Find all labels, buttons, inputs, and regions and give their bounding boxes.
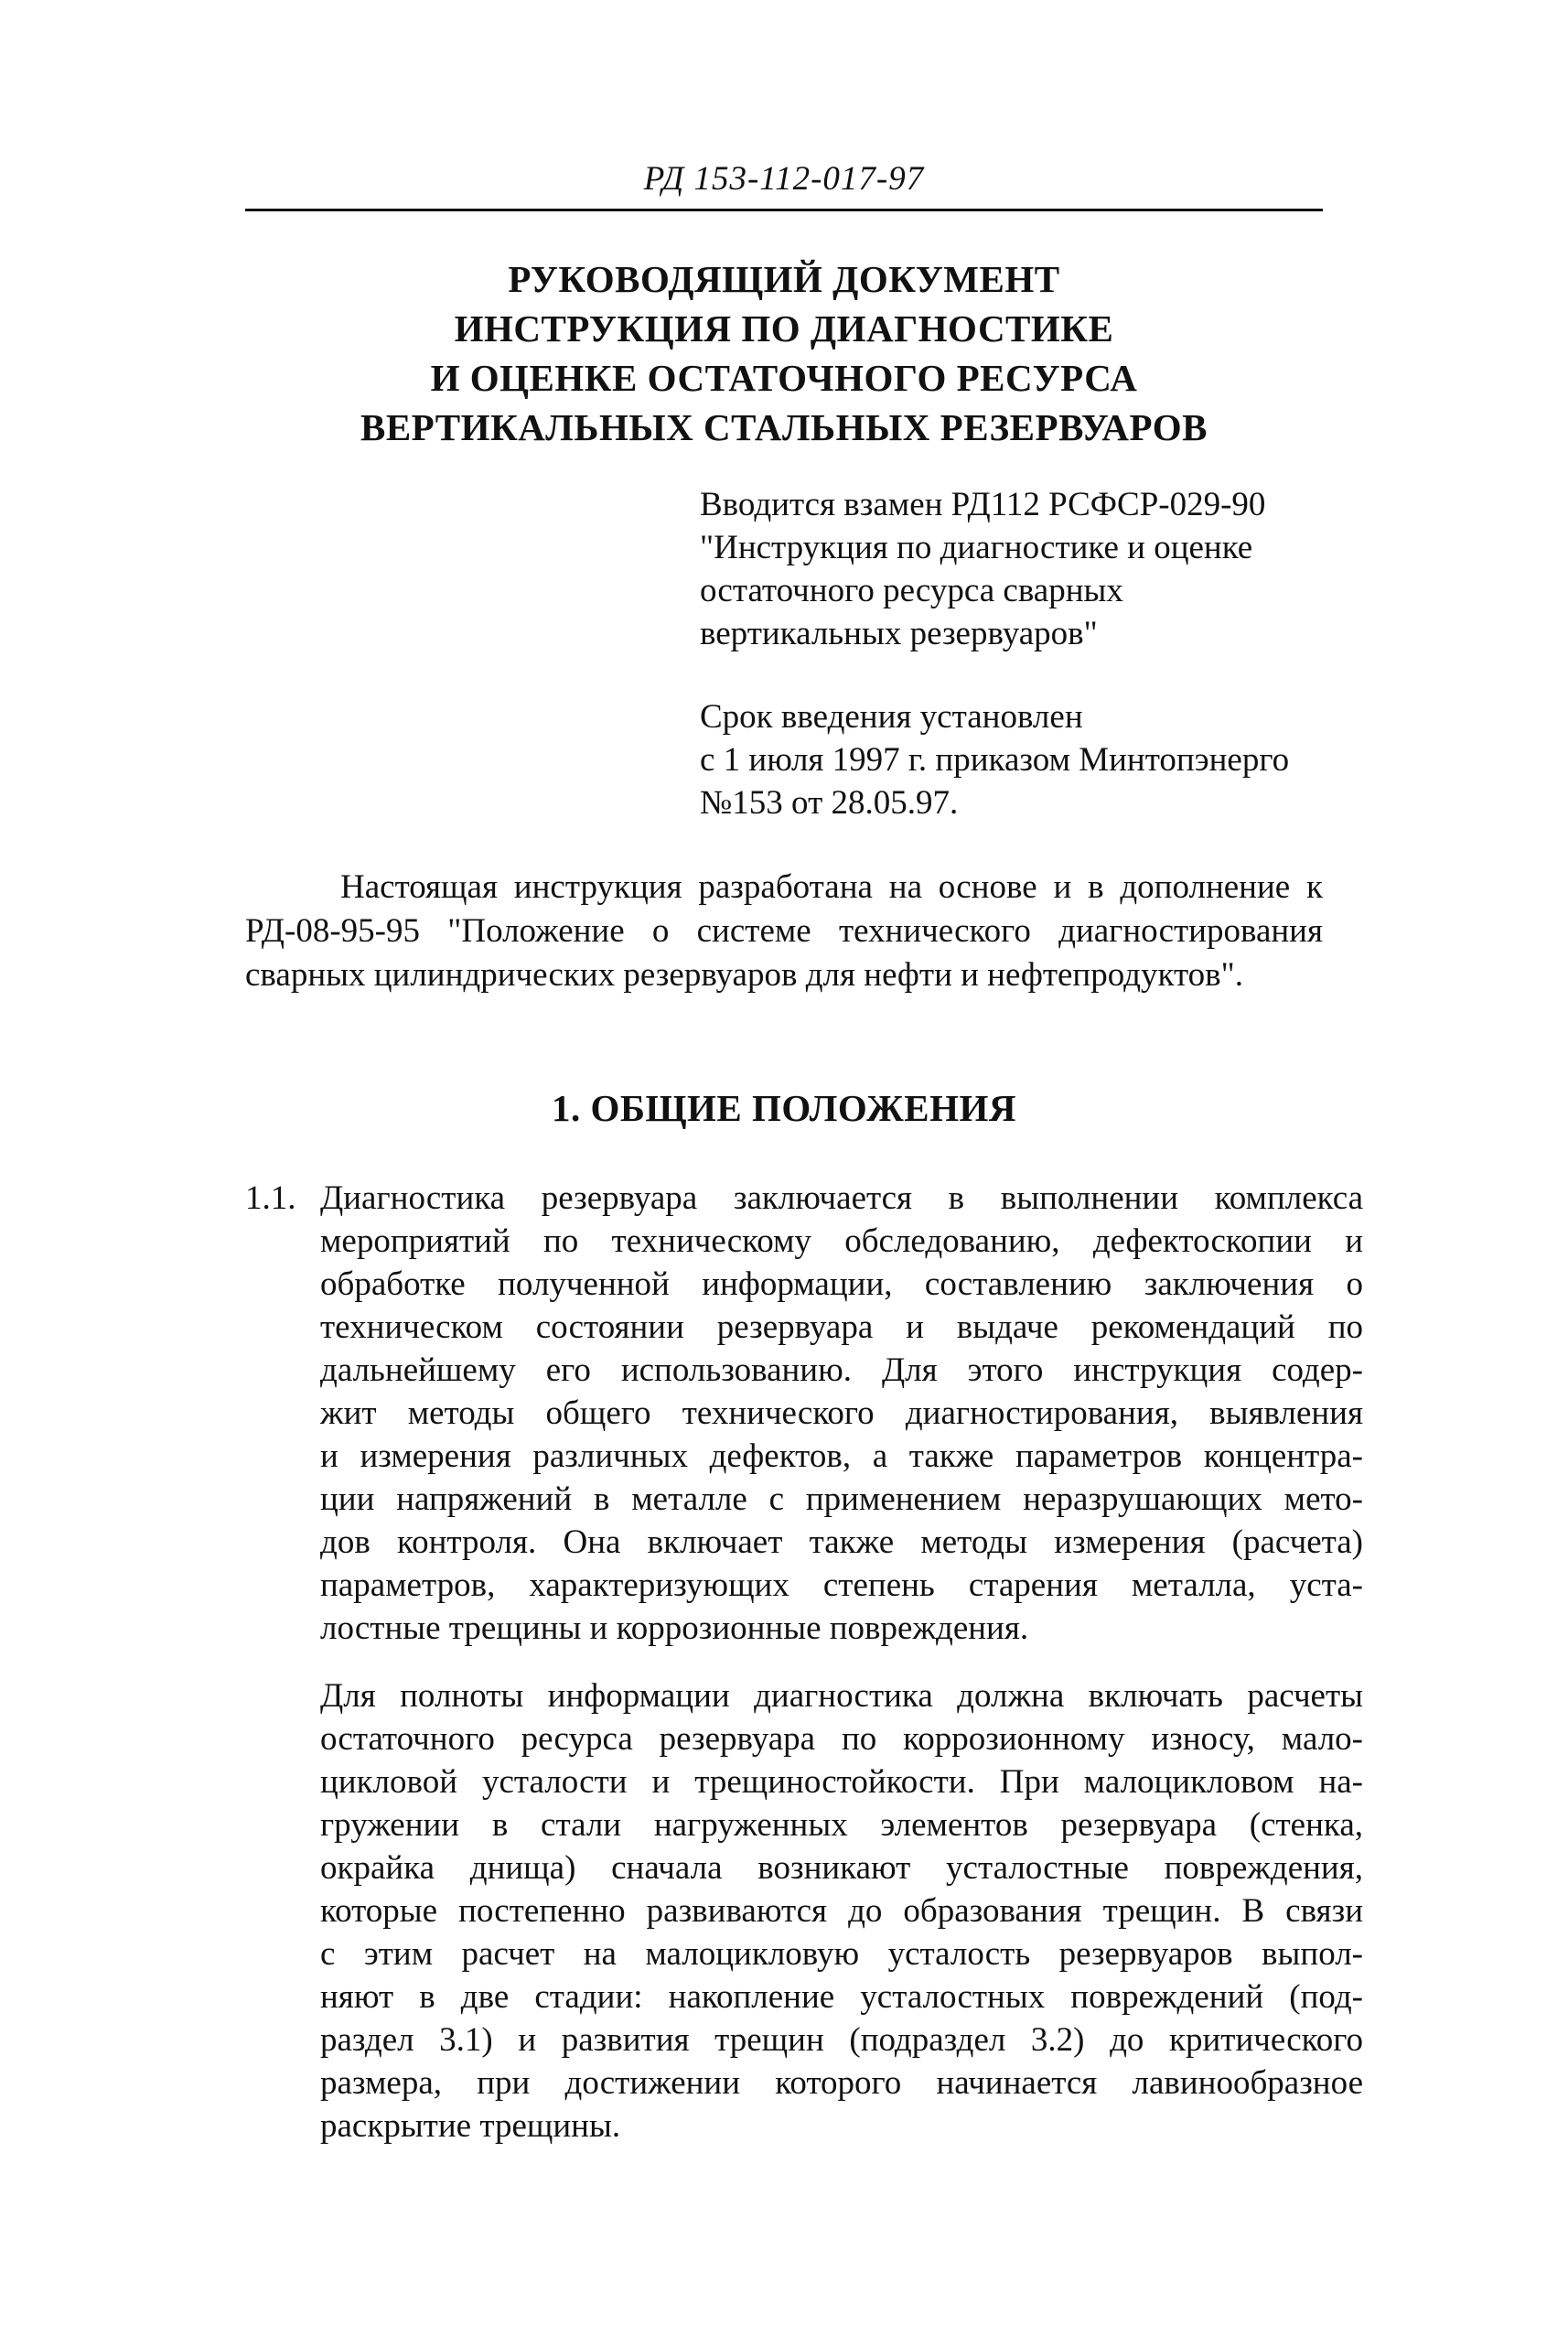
paragraph-line: обработке полученной информации, составлению заключения о — [320, 1265, 1363, 1303]
paragraph-line: раскрытие трещины. — [320, 2107, 621, 2145]
effective-date-line: с 1 июля 1997 г. приказом Минтопэнерго — [700, 741, 1290, 779]
paragraph-line: ции напряжений в металле с применением неразрушающих мето- — [320, 1480, 1363, 1518]
paragraph-line: остаточного ресурса резервуара по коррозионному износу, мало- — [320, 1720, 1363, 1758]
paragraph-line: раздел 3.1) и развития трещин (подраздел 3.2) до критического — [320, 2021, 1363, 2059]
paragraph-line: дов контроля. Она включает также методы измерения (расчета) — [320, 1523, 1363, 1561]
title-line: РУКОВОДЯЩИЙ ДОКУМЕНТ — [508, 258, 1060, 300]
paragraph-number: 1.1. — [245, 1179, 296, 1217]
intro-line: РД-08-95-95 "Положение о системе технического диагностирования — [245, 912, 1323, 950]
replacement-note-line: остаточного ресурса сварных — [700, 572, 1123, 609]
replacement-note — [700, 483, 1359, 655]
paragraph-line: с этим расчет на малоцикловую усталость резервуаров выпол- — [320, 1935, 1363, 1973]
section-heading: 1. ОБЩИЕ ПОЛОЖЕНИЯ — [552, 1087, 1016, 1129]
intro-paragraph — [245, 866, 1323, 997]
paragraph-line: гружении в стали нагруженных элементов резервуара (стенка, — [320, 1806, 1363, 1844]
effective-date-line: №153 от 28.05.97. — [700, 784, 959, 822]
paragraph-line: дальнейшему его использованию. Для этого инструкция содер- — [320, 1351, 1363, 1389]
paragraph-line: лостные трещины и коррозионные повреждения. — [320, 1609, 1029, 1647]
title-line: ВЕРТИКАЛЬНЫХ СТАЛЬНЫХ РЕЗЕРВУАРОВ — [360, 406, 1208, 448]
paragraph-line: няют в две стадии: накопление усталостных повреждений (под- — [320, 1978, 1363, 2016]
paragraph-2 — [320, 1674, 1363, 2147]
paragraph-line: техническом состоянии резервуара и выдаче рекомендаций по — [320, 1308, 1363, 1346]
page-header — [245, 157, 1323, 211]
document-code: РД 153-112-017-97 — [643, 160, 925, 198]
paragraph-line: и измерения различных дефектов, а также параметров концентра- — [320, 1437, 1363, 1475]
paragraph-line: которые постепенно развиваются до образования трещин. В связи — [320, 1892, 1363, 1930]
replacement-note-line: Вводится взамен РД112 РСФСР-029-90 — [700, 486, 1266, 523]
effective-date-line: Срок введения установлен — [700, 698, 1083, 736]
intro-line: Настоящая инструкция разработана на основе и в дополнение к — [340, 868, 1323, 906]
paragraph-line: Для полноты информации диагностика должна включать расчеты — [320, 1677, 1363, 1715]
paragraph-line: цикловой усталости и трещиностойкости. При малоцикловом на- — [320, 1763, 1363, 1801]
paragraph-line: мероприятий по техническому обследованию, дефектоскопии и — [320, 1222, 1363, 1260]
document-title — [245, 254, 1323, 452]
replacement-note-line: "Инструкция по диагностике и оценке — [700, 529, 1253, 566]
paragraph-line: окрайка днища) сначала возникают усталостные повреждения, — [320, 1849, 1363, 1887]
effective-date-note — [700, 695, 1359, 824]
header-rule — [245, 209, 1323, 211]
replacement-note-line: вертикальных резервуаров" — [700, 615, 1098, 652]
title-line: ИНСТРУКЦИЯ ПО ДИАГНОСТИКЕ — [454, 307, 1114, 350]
paragraph-line: размера, при достижении которого начинается лавинообразное — [320, 2064, 1363, 2102]
paragraph-1-1 — [320, 1177, 1363, 1650]
intro-line: сварных цилиндрических резервуаров для нефти и нефтепродуктов". — [245, 956, 1243, 994]
paragraph-line: Диагностика резервуара заключается в выполнении комплекса — [320, 1179, 1363, 1217]
paragraph-line: параметров, характеризующих степень старения металла, уста- — [320, 1566, 1363, 1604]
paragraph-line: жит методы общего технического диагностирования, выявления — [320, 1394, 1363, 1432]
title-line: И ОЦЕНКЕ ОСТАТОЧНОГО РЕСУРСА — [430, 357, 1138, 399]
